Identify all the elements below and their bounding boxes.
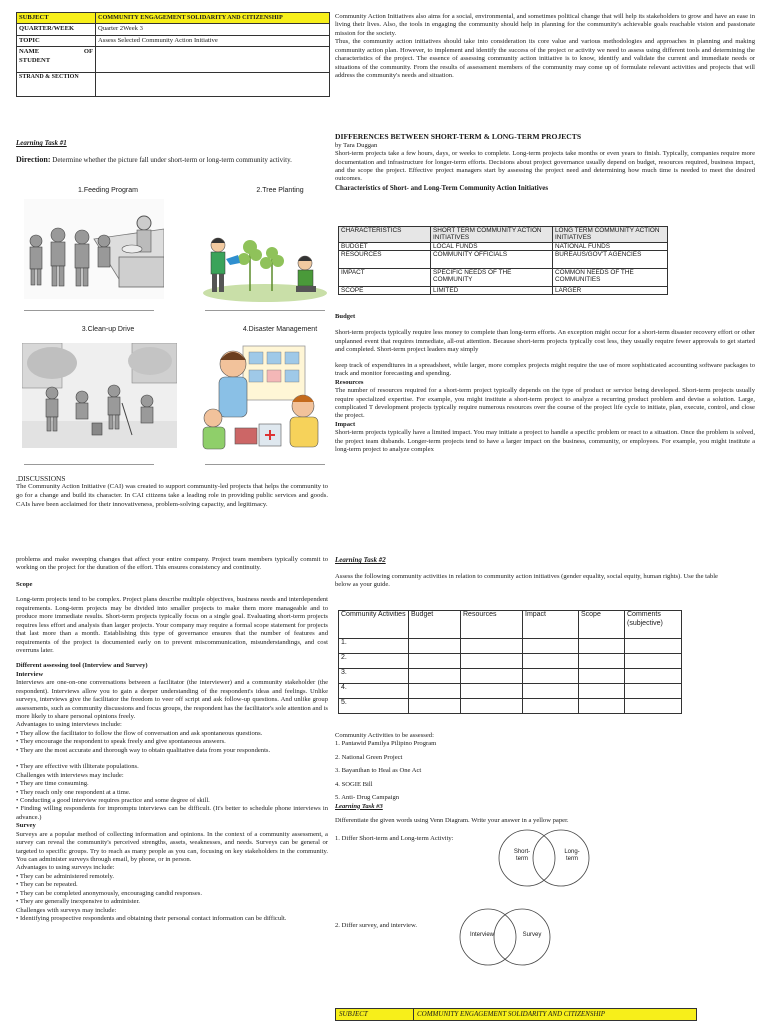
- assess-header-2: Budget: [409, 611, 461, 639]
- subject-label: SUBJECT: [17, 13, 96, 24]
- intro-paragraph-2: Thus, the community action initiatives should take into consideration its core value and various methodologies and approaches in planning and making community action plan. However, to implement and identify the success of the project or activity we need to assess using different tools and determining the characteristics of the project. The essence of assessing community action initiative is to know, identify and validate the current and immediate needs or situations of the community. From the results of assessment members of the community may come up of formulate relevant activities and projects that will address the community's needs and situation.: [335, 38, 755, 80]
- name-label: NAME OF STUDENT: [17, 47, 96, 73]
- intro-section: [335, 13, 755, 81]
- list-item: 4. SOGIE Bill: [335, 780, 373, 788]
- resources-title: Resources: [335, 378, 364, 386]
- list-item: • Conducting a good interview requires practice and some degree of skill.: [16, 796, 210, 804]
- task2-title: Learning Task #2: [335, 556, 386, 564]
- table-row: BUDGET LOCAL FUNDS NATIONAL FUNDS: [339, 242, 668, 250]
- figure-caption-2: 2.Tree Planting: [256, 187, 304, 194]
- tools-title: Different assessing tool (Interview and Survey): [16, 662, 148, 670]
- table-row[interactable]: 5.: [339, 699, 682, 714]
- characteristics-table: [338, 226, 668, 295]
- list-item: • Finding willing respondents for impromptu interviews can be difficult. (It's better to schedule phone interviews in advance.): [16, 805, 328, 821]
- list-item: • They are time consuming.: [16, 780, 89, 788]
- intro-paragraph-1: Community Action Initiatives also aims for a social, environmental, and sometimes political change that will help its stakeholders to grow and have an ease in living their lives. Also, the tools in engaging the community should help in planning for the community's achievable goals reachable vision and passionate mission for the society.: [335, 13, 755, 37]
- answer-line-2: [205, 310, 325, 311]
- quarter-label: QUARTER/WEEK: [17, 24, 96, 35]
- interview-paragraph: Interviews are one-on-one conversations between a facilitator (the interviewer) and a community stakeholder (the respondent). Interviews allow you to gain a deeper understanding of the respondent's ideas and feelings. Unlike surveys, interviews give the facilitator the freedom to veer off script and ask follow-up questions. And unlike group assessments, such as community discussions and focus groups, the respondent has the facilitator's sole attention and is more likely to share personal opinions freely.: [16, 679, 328, 720]
- strand-field[interactable]: [96, 73, 330, 97]
- continued-paragraph: problems and make sweeping changes that affect your entire company. Project team members typically commit to working on the project for the duration of the effort. This ensures consistency and continuity.: [16, 556, 328, 572]
- assess-header-1: Community Activities: [339, 611, 409, 639]
- tree-planting-illustration: [200, 203, 330, 303]
- venn1-label-right: Long-term: [564, 849, 580, 863]
- activities-list-title: Community Activities to be assessed:: [335, 732, 434, 739]
- figure-caption-1: 1.Feeding Program: [78, 187, 138, 194]
- venn1-label-left: Short-term: [513, 849, 531, 863]
- table-row: SCOPE LIMITED LARGER: [339, 287, 668, 295]
- list-item: • They are the most accurate and thorough way to obtain qualitative data from your respondents.: [16, 746, 271, 754]
- list-item: 2. National Green Project: [335, 753, 403, 761]
- differences-paragraph: Short-term projects take a few hours, days, or weeks to complete. Long-term projects take months or even years to finish. Typically, companies require more documentation and infrastructure for longer-term efforts. Decisions about project governance usually depend on budget, resources required, business impact, and the scope the project. Effective project managers start by assessing the project need and determining how much time is needed to meet the desired outcomes.: [335, 150, 755, 183]
- topic-value: Assess Selected Community Action Initiative: [96, 35, 330, 46]
- subject-value: COMMUNITY ENGAGEMENT SOLIDARITY AND CITIZENSHIP: [96, 13, 330, 24]
- list-item: • They are effective with illiterate populations.: [16, 763, 139, 771]
- table-row[interactable]: 1.: [339, 639, 682, 654]
- scope-title: Scope: [16, 580, 33, 588]
- char-header-1: CHARACTERISTICS: [339, 227, 431, 243]
- table-row: IMPACT SPECIFIC NEEDS OF THE COMMUNITY COMMON NEEDS OF THE COMMUNITIES: [339, 269, 668, 287]
- answer-line-3: [24, 464, 154, 465]
- char-header-3: LONG TERM COMMUNITY ACTION INITIATIVES: [553, 227, 668, 243]
- feeding-program-illustration: [24, 199, 164, 299]
- list-item: 3. Bayanihan to Heal as One Act: [335, 767, 422, 775]
- discussions-paragraph: The Community Action Initiative (CAI) was created to support community-led projects that helps the community to go for a change and build its character. In CAI citizens take a leading role in providing public services and goods. CAIs have been acclaimed for their innovativeness, problem-solving capacity, and legitimacy.: [16, 483, 328, 508]
- disaster-management-illustration: [195, 340, 335, 455]
- header-table: [16, 12, 330, 97]
- footer-subject-label: SUBJECT: [336, 1009, 414, 1021]
- name-field[interactable]: [96, 47, 330, 73]
- assess-header-3: Resources: [461, 611, 523, 639]
- discussions-section: [16, 474, 328, 509]
- chal-survey-title: Challenges with surveys may include:: [16, 906, 117, 914]
- quarter-value: Quarter 2Week 3: [96, 24, 330, 35]
- list-item: 1. Pantawid Pamilya Pilipino Program: [335, 740, 437, 748]
- strand-label: STRAND & SECTION: [17, 73, 96, 97]
- table-row[interactable]: 3.: [339, 669, 682, 684]
- list-item: • They allow the facilitator to follow the flow of conversation and ask spontaneous questions.: [16, 729, 263, 737]
- budget-paragraph-2: keep track of expenditures in a spreadsheet, while larger, more complex projects might require the use of more sophisticated accounting software packages to track and monitor forecasting and spending.: [335, 361, 755, 378]
- answer-line-1: [24, 310, 154, 311]
- assess-header-4: Impact: [523, 611, 579, 639]
- differences-byline: by Tara Duggan: [335, 141, 378, 149]
- budget-title: Budget: [335, 313, 356, 320]
- characteristics-title: Characteristics of Short- and Long-Term Community Action Initiatives: [335, 183, 549, 192]
- list-item: • Identifying prospective respondents and obtaining their personal contact information can be difficult.: [16, 915, 287, 923]
- figure-caption-3: 3.Clean-up Drive: [81, 326, 135, 333]
- task3-title: Learning Task #3: [335, 802, 383, 810]
- interview-title: Interview: [16, 670, 44, 678]
- list-item: • They can be repeated.: [16, 881, 78, 889]
- budget-resources-impact: [335, 313, 755, 455]
- list-item: • They are generally inexpensive to administer.: [16, 898, 140, 906]
- venn2-label-right: Survey: [522, 932, 542, 938]
- task2-instruction: Assess the following community activities in relation to community action initiatives (gender equality, social equity, human rights). Use the table below as your guide.: [335, 573, 718, 589]
- chal-interview-title: Challenges with interviews may include:: [16, 771, 124, 779]
- assess-header-6: Comments (subjective): [625, 611, 682, 639]
- scope-paragraph: Long-term projects tend to be complex. Project plans describe multiple objectives, business needs and interdependent requirements. Long-term projects may be divided into smaller projects to make them more manageable and to produce more immediate results. Short-term projects typically focus on a single goal. Evaluating short-term projects requires less effort and analysis than larger projects. Your company may require a formal scope statement for projects that last more than a month. Establishing this type of governance ensures that the number of features and requirements of the project is documented early on to prevent miscommunication, misunderstandings, and cost overruns later.: [16, 596, 328, 654]
- topic-label: TOPIC: [17, 35, 96, 46]
- differences-title: DIFFERENCES BETWEEN SHORT-TERM & LONG-TERM PROJECTS: [335, 132, 582, 141]
- budget-paragraph-1: Short-term projects typically require less money to complete than long-term efforts. An exception might occur for a short-term disaster recovery effort or other unplanned event that requires immediate, all-out attention. Because short-term projects typically cost less, they usually require fewer approvals to get started and completed. Short-term project leaders may simply: [335, 329, 755, 354]
- answer-line-4: [205, 464, 325, 465]
- task1-direction: Direction: Determine whether the picture fall under short-term or long-term community activity.: [16, 155, 292, 164]
- table-row[interactable]: 4.: [339, 684, 682, 699]
- list-item: • They encourage the respondent to speak freely and give spontaneous answers.: [16, 738, 226, 746]
- survey-paragraph: Surveys are a popular method of collecting information and opinions. In the context of a community assessment, a survey can reveal the community's perceived strengths, assets, weaknesses, and needs. Surveys can be general or targeted to specific groups. Try to reach as many people as you can, focusing on key stakeholders in the community. You can administer surveys through email, by phone, or in person.: [16, 830, 328, 863]
- footer-subject-value: COMMUNITY ENGAGEMENT SOLIDARITY AND CITIZENSHIP: [414, 1009, 697, 1021]
- list-item: 5. Anti- Drug Campaign: [335, 794, 400, 802]
- task3-instruction: Differentiate the given words using Venn Diagram. Write your answer in a yellow paper.: [335, 817, 569, 824]
- impact-paragraph: Short-term projects typically have a limited impact. You may initiate a project to handle a specific problem or react to a situation. Once the problem is solved, the project team disbands. Longer-term projects tend to have a larger impact on the business, community, or employees. For example, you might institute a long-term project to analyze complex: [335, 429, 755, 454]
- list-item: • They can be administered remotely.: [16, 872, 115, 880]
- resources-paragraph: The number of resources required for a short-term project typically depends on the type of product or service being developed. Short-term projects usually require specialized expertise. For example, you might institute a short-term project to analyze a recurring product problem and devise a solution. Large, complicated T development projects typically require numerous resources over the course of the project life cycle to initiate, plan, execute, control, and close the project.: [335, 387, 755, 420]
- footer-table: [335, 1008, 697, 1021]
- discussions-title: .DISCUSSIONS: [16, 474, 66, 483]
- cleanup-drive-illustration: [22, 343, 177, 448]
- assessment-table: [338, 610, 682, 714]
- adv-interview-title: Advantages to using interviews include:: [16, 721, 122, 729]
- list-item: • They can be completed anonymously, encouraging candid responses.: [16, 889, 202, 897]
- venn2-label-left: Interview: [469, 932, 494, 938]
- assess-header-5: Scope: [579, 611, 625, 639]
- table-row[interactable]: 2.: [339, 654, 682, 669]
- impact-title: Impact: [335, 420, 356, 428]
- task3-item-2: 2. Differ survey, and interview.: [335, 922, 417, 929]
- task3-item-1: 1. Differ Short-term and Long-term Activity:: [335, 835, 454, 842]
- char-header-2: SHORT TERM COMMUNITY ACTION INITIATIVES: [431, 227, 553, 243]
- differences-section: [335, 132, 755, 193]
- left-bottom-section: [16, 556, 328, 924]
- adv-survey-title: Advantages to using surveys include:: [16, 864, 115, 872]
- table-row: RESOURCES COMMUNITY OFFICIALS BUREAUS/GOV'T AGENCIES: [339, 251, 668, 269]
- activities-list: [335, 732, 635, 811]
- survey-title: Survey: [16, 822, 36, 830]
- task1-title: Learning Task #1: [16, 139, 67, 147]
- figure-caption-4: 4.Disaster Management: [242, 326, 318, 333]
- list-item: • They reach only one respondent at a time.: [16, 788, 131, 796]
